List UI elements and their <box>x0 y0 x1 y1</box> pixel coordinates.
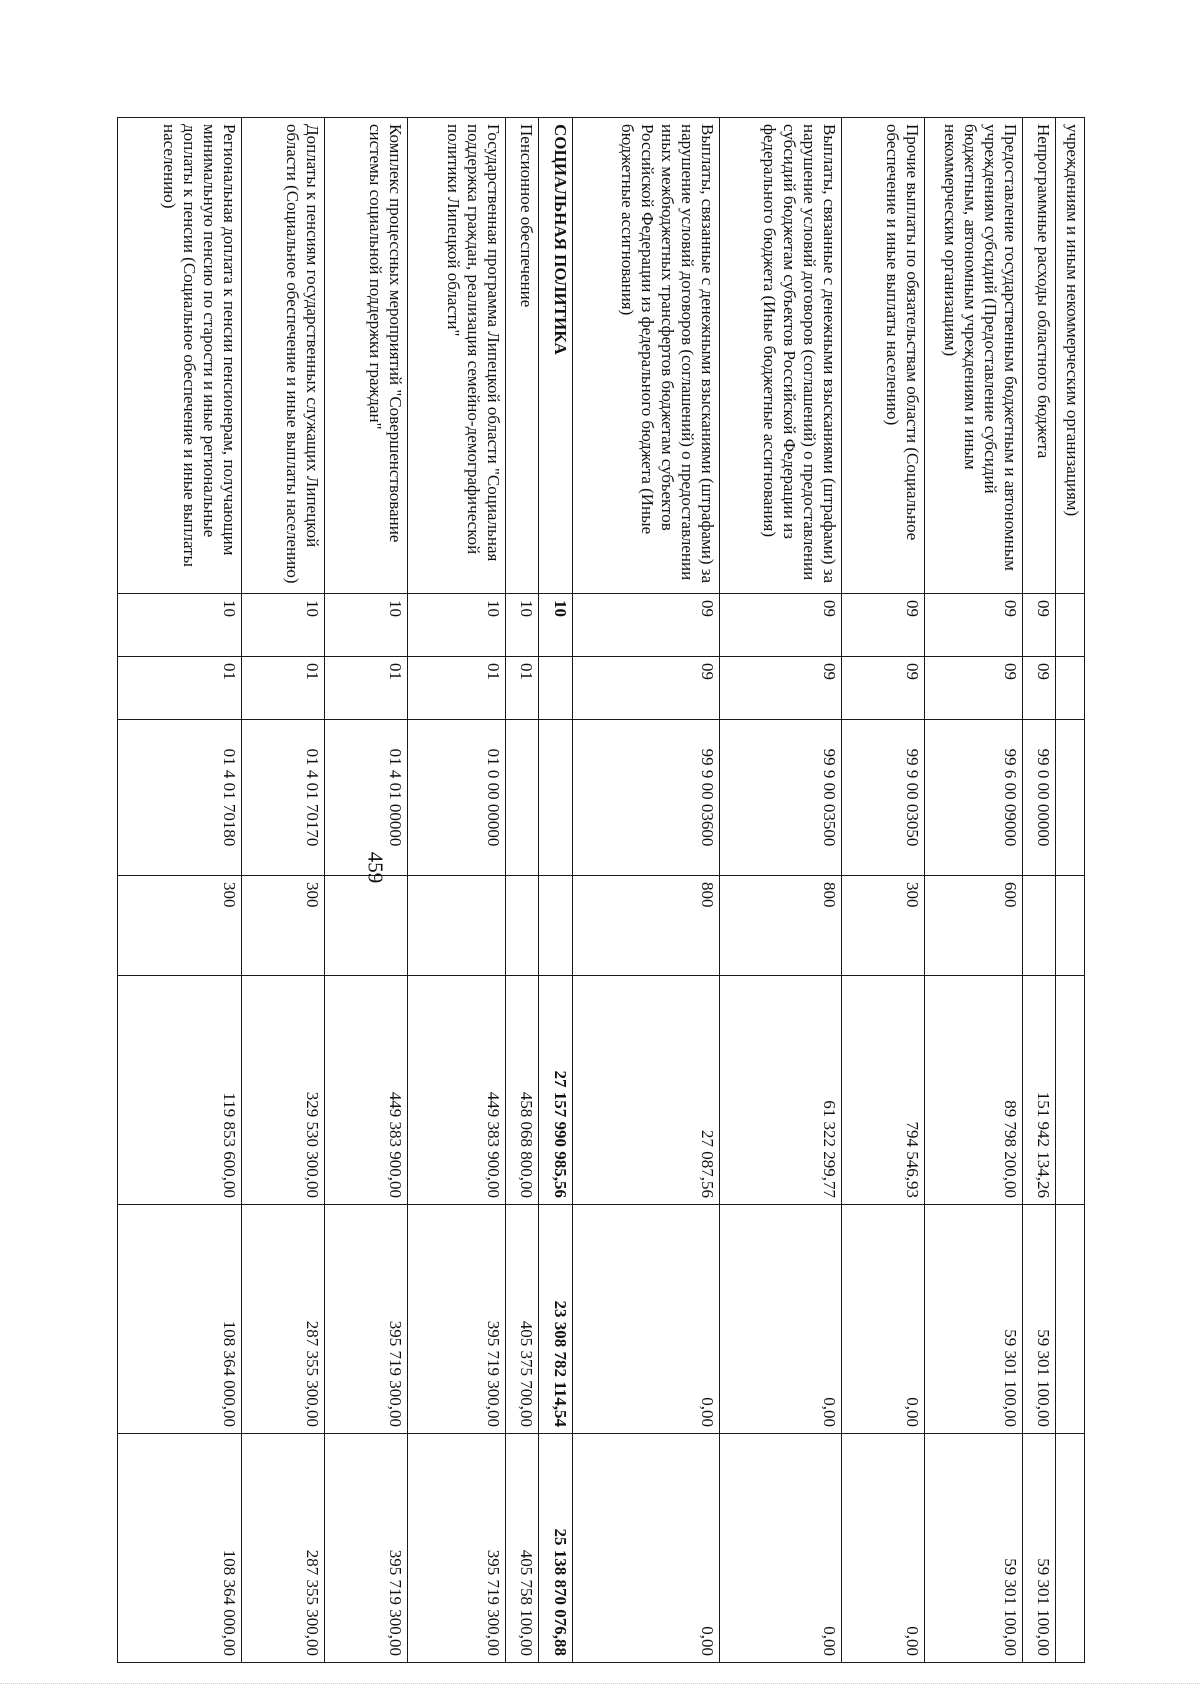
expense-kind-code: 800 <box>720 876 841 976</box>
amount-year-1: 27 087,56 <box>572 976 720 1205</box>
amount-year-1: 61 322 299,77 <box>720 976 841 1205</box>
chapter-code: 09 <box>572 594 720 657</box>
subsection-code: 01 <box>407 657 505 720</box>
table-row <box>407 118 505 1663</box>
amount-year-2: 395 719 300,00 <box>407 1205 505 1434</box>
amount-year-1 <box>1056 976 1085 1205</box>
subsection-code: 01 <box>324 657 407 720</box>
subsection-code <box>539 657 572 720</box>
target-article-code: 01 4 01 00000 <box>324 720 407 876</box>
amount-year-1: 119 853 600,00 <box>118 976 242 1205</box>
table-row <box>572 118 720 1663</box>
table-row <box>1056 118 1085 1663</box>
subsection-code: 09 <box>720 657 841 720</box>
subsection-code: 01 <box>118 657 242 720</box>
chapter-code: 10 <box>407 594 505 657</box>
chapter-code: 10 <box>324 594 407 657</box>
target-article-code: 99 9 00 03500 <box>720 720 841 876</box>
amount-year-2: 108 364 000,00 <box>118 1205 242 1434</box>
row-name: Прочие выплаты по обязательствам области (Социальное обеспечение и иные выплаты населению) <box>841 118 924 594</box>
amount-year-1: 151 942 134,26 <box>1022 976 1055 1205</box>
target-article-code: 99 9 00 03050 <box>841 720 924 876</box>
expense-kind-code <box>324 876 407 976</box>
subsection-code: 09 <box>924 657 1022 720</box>
subsection-code: 09 <box>1022 657 1055 720</box>
row-name: Выплаты, связанные с денежными взысканиями (штрафами) за нарушение условий договоров (соглашений) о предоставлении иных межбюджетных трансфертов бюджетам субъектов Российской Федерации из федерального бюджета (Иные бюджетные ассигнования) <box>572 118 720 594</box>
amount-year-2: 23 308 782 114,54 <box>539 1205 572 1434</box>
row-name: Непрограммные расходы областного бюджета <box>1022 118 1055 594</box>
amount-year-1: 89 798 200,00 <box>924 976 1022 1205</box>
amount-year-3: 108 364 000,00 <box>118 1434 242 1663</box>
table-row <box>539 118 572 1663</box>
amount-year-1: 458 068 800,00 <box>505 976 538 1205</box>
chapter-code: 10 <box>241 594 324 657</box>
amount-year-2: 0,00 <box>841 1205 924 1434</box>
target-article-code: 01 4 01 70170 <box>241 720 324 876</box>
amount-year-3: 395 719 300,00 <box>324 1434 407 1663</box>
target-article-code: 99 6 00 09000 <box>924 720 1022 876</box>
row-name: Комплекс процессных мероприятий "Совершенствование системы социальной поддержки граждан" <box>324 118 407 594</box>
amount-year-2: 395 719 300,00 <box>324 1205 407 1434</box>
subsection-code: 01 <box>505 657 538 720</box>
amount-year-2: 405 375 700,00 <box>505 1205 538 1434</box>
table-row <box>505 118 538 1663</box>
row-name: Предоставление государственным бюджетным и автономным учреждениям субсидий (Предоставление субсидий бюджетным, автономным учреждениям и иным некоммерческим организациям) <box>924 118 1022 594</box>
target-article-code <box>505 720 538 876</box>
chapter-code <box>1056 594 1085 657</box>
target-article-code <box>1056 720 1085 876</box>
amount-year-1: 27 157 990 985,56 <box>539 976 572 1205</box>
table-row <box>324 118 407 1663</box>
amount-year-1: 449 383 900,00 <box>324 976 407 1205</box>
amount-year-3: 395 719 300,00 <box>407 1434 505 1663</box>
subsection-code <box>1056 657 1085 720</box>
amount-year-2: 0,00 <box>720 1205 841 1434</box>
amount-year-2 <box>1056 1205 1085 1434</box>
row-name: учреждениям и иным некоммерческим организациям) <box>1056 118 1085 594</box>
chapter-code: 10 <box>118 594 242 657</box>
target-article-code: 01 4 01 70180 <box>118 720 242 876</box>
amount-year-1: 449 383 900,00 <box>407 976 505 1205</box>
amount-year-3: 287 355 300,00 <box>241 1434 324 1663</box>
amount-year-3: 59 301 100,00 <box>1022 1434 1055 1663</box>
scan-edge-dots <box>0 1683 1200 1688</box>
expense-kind-code: 300 <box>241 876 324 976</box>
table-row <box>841 118 924 1663</box>
amount-year-3: 0,00 <box>720 1434 841 1663</box>
row-name: Пенсионное обеспечение <box>505 118 538 594</box>
chapter-code: 09 <box>720 594 841 657</box>
expense-kind-code <box>1056 876 1085 976</box>
budget-table <box>117 117 1085 1663</box>
subsection-code: 01 <box>241 657 324 720</box>
expense-kind-code <box>539 876 572 976</box>
row-name: СОЦИАЛЬНАЯ ПОЛИТИКА <box>539 118 572 594</box>
chapter-code: 09 <box>1022 594 1055 657</box>
subsection-code: 09 <box>841 657 924 720</box>
amount-year-3: 59 301 100,00 <box>924 1434 1022 1663</box>
page-number: 459 <box>363 851 388 884</box>
amount-year-3: 0,00 <box>841 1434 924 1663</box>
amount-year-2: 0,00 <box>572 1205 720 1434</box>
amount-year-3: 25 138 870 076,88 <box>539 1434 572 1663</box>
expense-kind-code: 800 <box>572 876 720 976</box>
amount-year-2: 59 301 100,00 <box>1022 1205 1055 1434</box>
amount-year-3: 405 758 100,00 <box>505 1434 538 1663</box>
expense-kind-code <box>505 876 538 976</box>
table-row <box>241 118 324 1663</box>
amount-year-3: 0,00 <box>572 1434 720 1663</box>
expense-kind-code <box>1022 876 1055 976</box>
target-article-code <box>539 720 572 876</box>
row-name: Государственная программа Липецкой области "Социальная поддержка граждан, реализация семейно-демографической политики Липецкой области" <box>407 118 505 594</box>
table-row <box>118 118 242 1663</box>
expense-kind-code: 600 <box>924 876 1022 976</box>
row-name: Региональная доплата к пенсии пенсионерам, получающим минимальную пенсию по старости и иные региональные доплаты к пенсии (Социальное обеспечение и иные выплаты населению) <box>118 118 242 594</box>
table-row <box>720 118 841 1663</box>
table-row <box>924 118 1022 1663</box>
amount-year-2: 287 355 300,00 <box>241 1205 324 1434</box>
expense-kind-code: 300 <box>118 876 242 976</box>
chapter-code: 10 <box>505 594 538 657</box>
target-article-code: 99 0 00 00000 <box>1022 720 1055 876</box>
chapter-code: 10 <box>539 594 572 657</box>
target-article-code: 99 9 00 03600 <box>572 720 720 876</box>
target-article-code: 01 0 00 00000 <box>407 720 505 876</box>
amount-year-3 <box>1056 1434 1085 1663</box>
row-name: Выплаты, связанные с денежными взысканиями (штрафами) за нарушение условий договоров (соглашений) о предоставлении субсидий бюджетам субъектов Российской Федерации из федерального бюджета (Иные бюджетные ассигнования) <box>720 118 841 594</box>
table-container <box>117 117 1085 1662</box>
chapter-code: 09 <box>841 594 924 657</box>
expense-kind-code: 300 <box>841 876 924 976</box>
table-row <box>1022 118 1055 1663</box>
row-name: Доплаты к пенсиям государственных служащих Липецкой области (Социальное обеспечение и иные выплаты населению) <box>241 118 324 594</box>
chapter-code: 09 <box>924 594 1022 657</box>
subsection-code: 09 <box>572 657 720 720</box>
amount-year-1: 329 530 300,00 <box>241 976 324 1205</box>
amount-year-1: 794 546,93 <box>841 976 924 1205</box>
expense-kind-code <box>407 876 505 976</box>
amount-year-2: 59 301 100,00 <box>924 1205 1022 1434</box>
